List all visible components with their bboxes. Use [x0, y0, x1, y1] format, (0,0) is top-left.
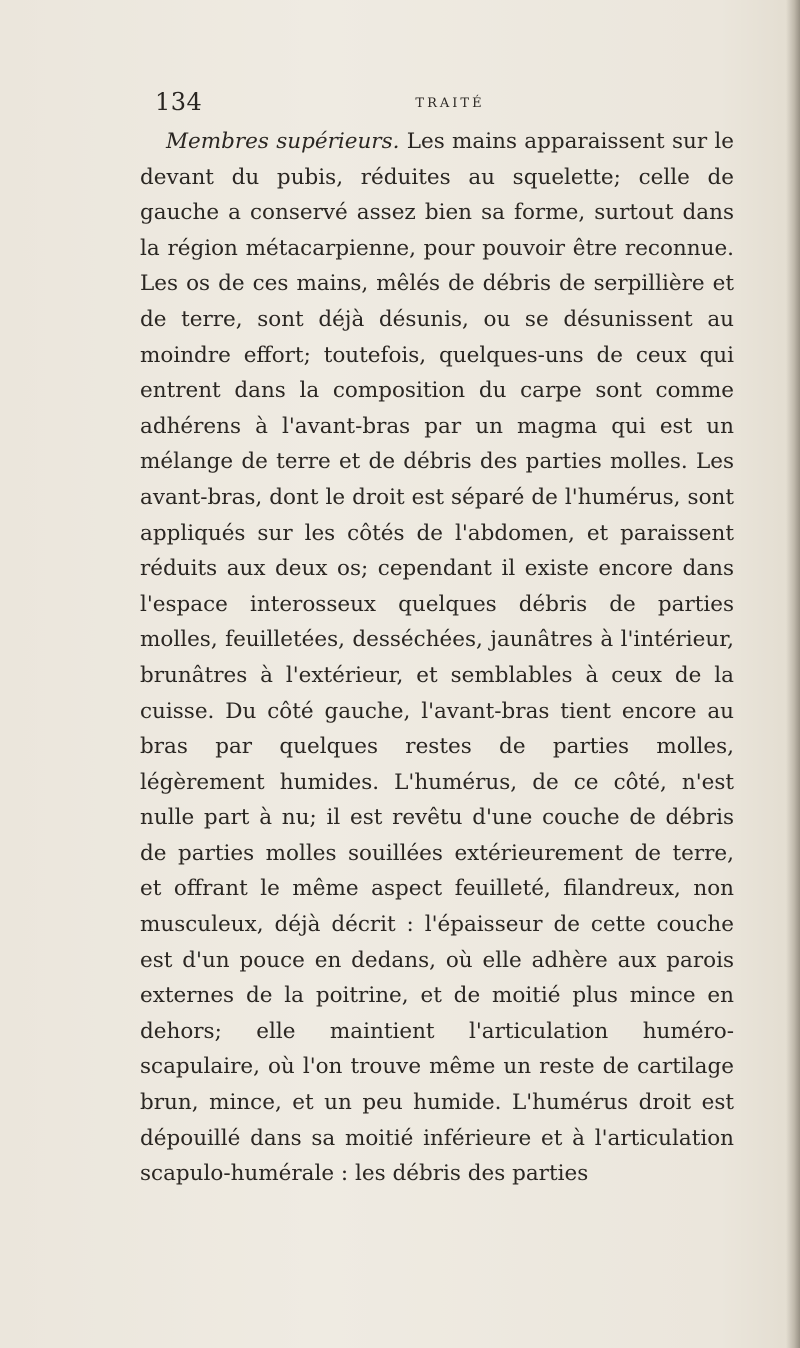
paragraph-text: Les mains apparaissent sur le devant du pubis, réduites au squelette; celle de gauche a conservé assez bien sa forme, surtout dans la région métacarpienne, pour pouvoir être reconnue. Les os de ces mains, mêlés de débris de serpillière et de terre, sont déjà désunis, ou se désunissent au moindre effort; toutefois, quelques-uns de ceux qui entrent dans la composition du carpe sont comme adhérens à l'avant-bras par un magma qui est un mélange de terre et de débris des parties molles. Les avant-bras, dont le droit est séparé de l'humérus, sont appliqués sur les côtés de l'abdomen, et paraissent réduits aux deux os; cependant il existe encore dans l'espace interosseux quelques débris de parties molles, feuilletées, desséchées, jaunâtres à l'intérieur, brunâtres à l'extérieur, et semblables à ceux de la cuisse. Du côté gauche, l'avant-bras tient encore au bras par quelques restes de parties molles, légèrement humides. L'humérus, de ce côté, n'est nulle part à nu; il est revêtu d'une couche de débris de parties molles souillées extérieurement de terre, et offrant le même aspect feuilleté, filandreux, non musculeux, déjà décrit : l'épaisseur de cette couche est d'un pouce en dedans, où elle adhère aux parois externes de la poitrine, et de moitié plus mince en dehors; elle maintient l'articulation huméro-scapulaire, où l'on trouve même un reste de cartilage brun, mince, et un peu humide. L'humérus droit est dépouillé dans sa moitié inférieure et à l'articulation scapulo-humérale : les débris des parties	[140, 129, 734, 1187]
page-header	[155, 88, 725, 128]
body-text	[140, 124, 734, 1192]
page-number: 134	[155, 88, 203, 116]
section-lead: Membres supérieurs.	[166, 129, 400, 154]
paragraph	[140, 124, 734, 1192]
running-head: TRAITÉ	[415, 96, 485, 111]
page-edge-shadow	[786, 0, 800, 1348]
